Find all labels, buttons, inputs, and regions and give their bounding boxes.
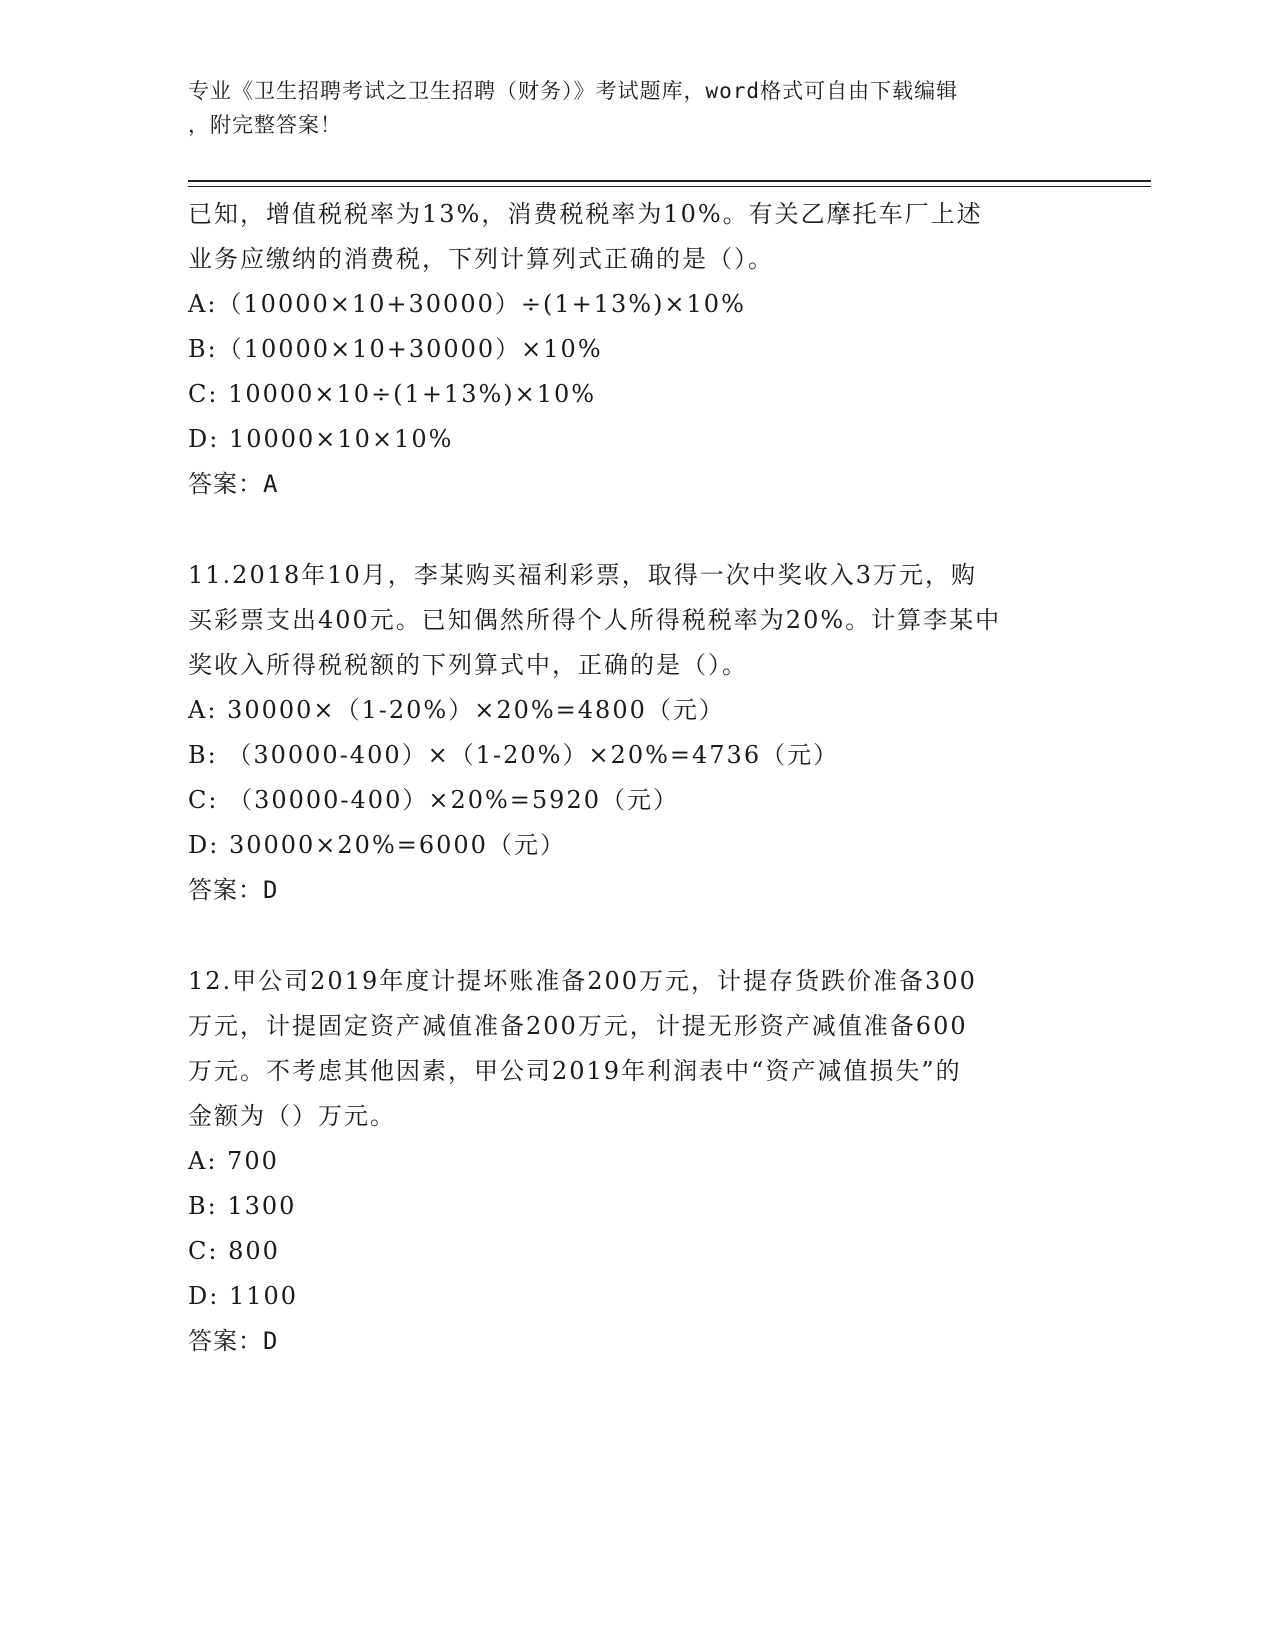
document-header — [188, 74, 1068, 142]
question-stem-line: 奖收入所得税税额的下列算式中，正确的是（）。 — [188, 651, 748, 679]
question-list — [188, 192, 1088, 1364]
option-b: B:（10000×10+30000）×10% — [188, 335, 603, 363]
header-line-1: 专业《卫生招聘考试之卫生招聘（财务）》考试题库，word格式可自由下载编辑 — [188, 79, 959, 103]
answer-line: 答案：D — [188, 1327, 279, 1355]
option-d: D: 30000×20%=6000（元） — [188, 831, 566, 859]
question-stem-line: 已知，增值税税率为13%，消费税税率为10%。有关乙摩托车厂上述 — [188, 200, 983, 228]
question-stem-line: 11.2018年10月，李某购买福利彩票，取得一次中奖收入3万元，购 — [188, 561, 978, 589]
question-stem-line: 买彩票支出400元。已知偶然所得个人所得税税率为20%。计算李某中 — [188, 606, 1002, 634]
option-c: C: 10000×10÷(1+13%)×10% — [188, 380, 597, 408]
option-a: A: 30000×（1-20%）×20%=4800（元） — [188, 696, 725, 724]
option-b: B: （30000-400）×（1-20%）×20%=4736（元） — [188, 741, 840, 769]
header-divider-thin — [188, 186, 1151, 187]
question-spacer — [188, 913, 1088, 959]
question-stem-line: 金额为（）万元。 — [188, 1102, 396, 1130]
option-c: C: （30000-400）×20%=5920（元） — [188, 786, 679, 814]
answer-line: 答案：D — [188, 876, 279, 904]
question-stem-line: 业务应缴纳的消费税，下列计算列式正确的是（）。 — [188, 245, 774, 273]
answer-line: 答案：A — [188, 470, 279, 498]
header-line-2: ，附完整答案！ — [188, 113, 342, 137]
option-b: B: 1300 — [188, 1192, 297, 1220]
question-stem-line: 12.甲公司2019年度计提坏账准备200万元，计提存货跌价准备300 — [188, 967, 977, 995]
option-d: D: 10000×10×10% — [188, 425, 454, 453]
option-c: C: 800 — [188, 1237, 280, 1265]
option-a: A: 700 — [188, 1147, 279, 1175]
question-spacer — [188, 507, 1088, 553]
header-divider-thick — [188, 180, 1151, 182]
question-item — [188, 192, 1088, 507]
question-stem-line: 万元，计提固定资产减值准备200万元，计提无形资产减值准备600 — [188, 1012, 968, 1040]
question-item — [188, 553, 1088, 913]
option-d: D: 1100 — [188, 1282, 299, 1310]
option-a: A:（10000×10+30000）÷(1+13%)×10% — [188, 290, 746, 318]
question-item — [188, 959, 1088, 1364]
question-stem-line: 万元。不考虑其他因素，甲公司2019年利润表中“资产减值损失”的 — [188, 1057, 962, 1085]
